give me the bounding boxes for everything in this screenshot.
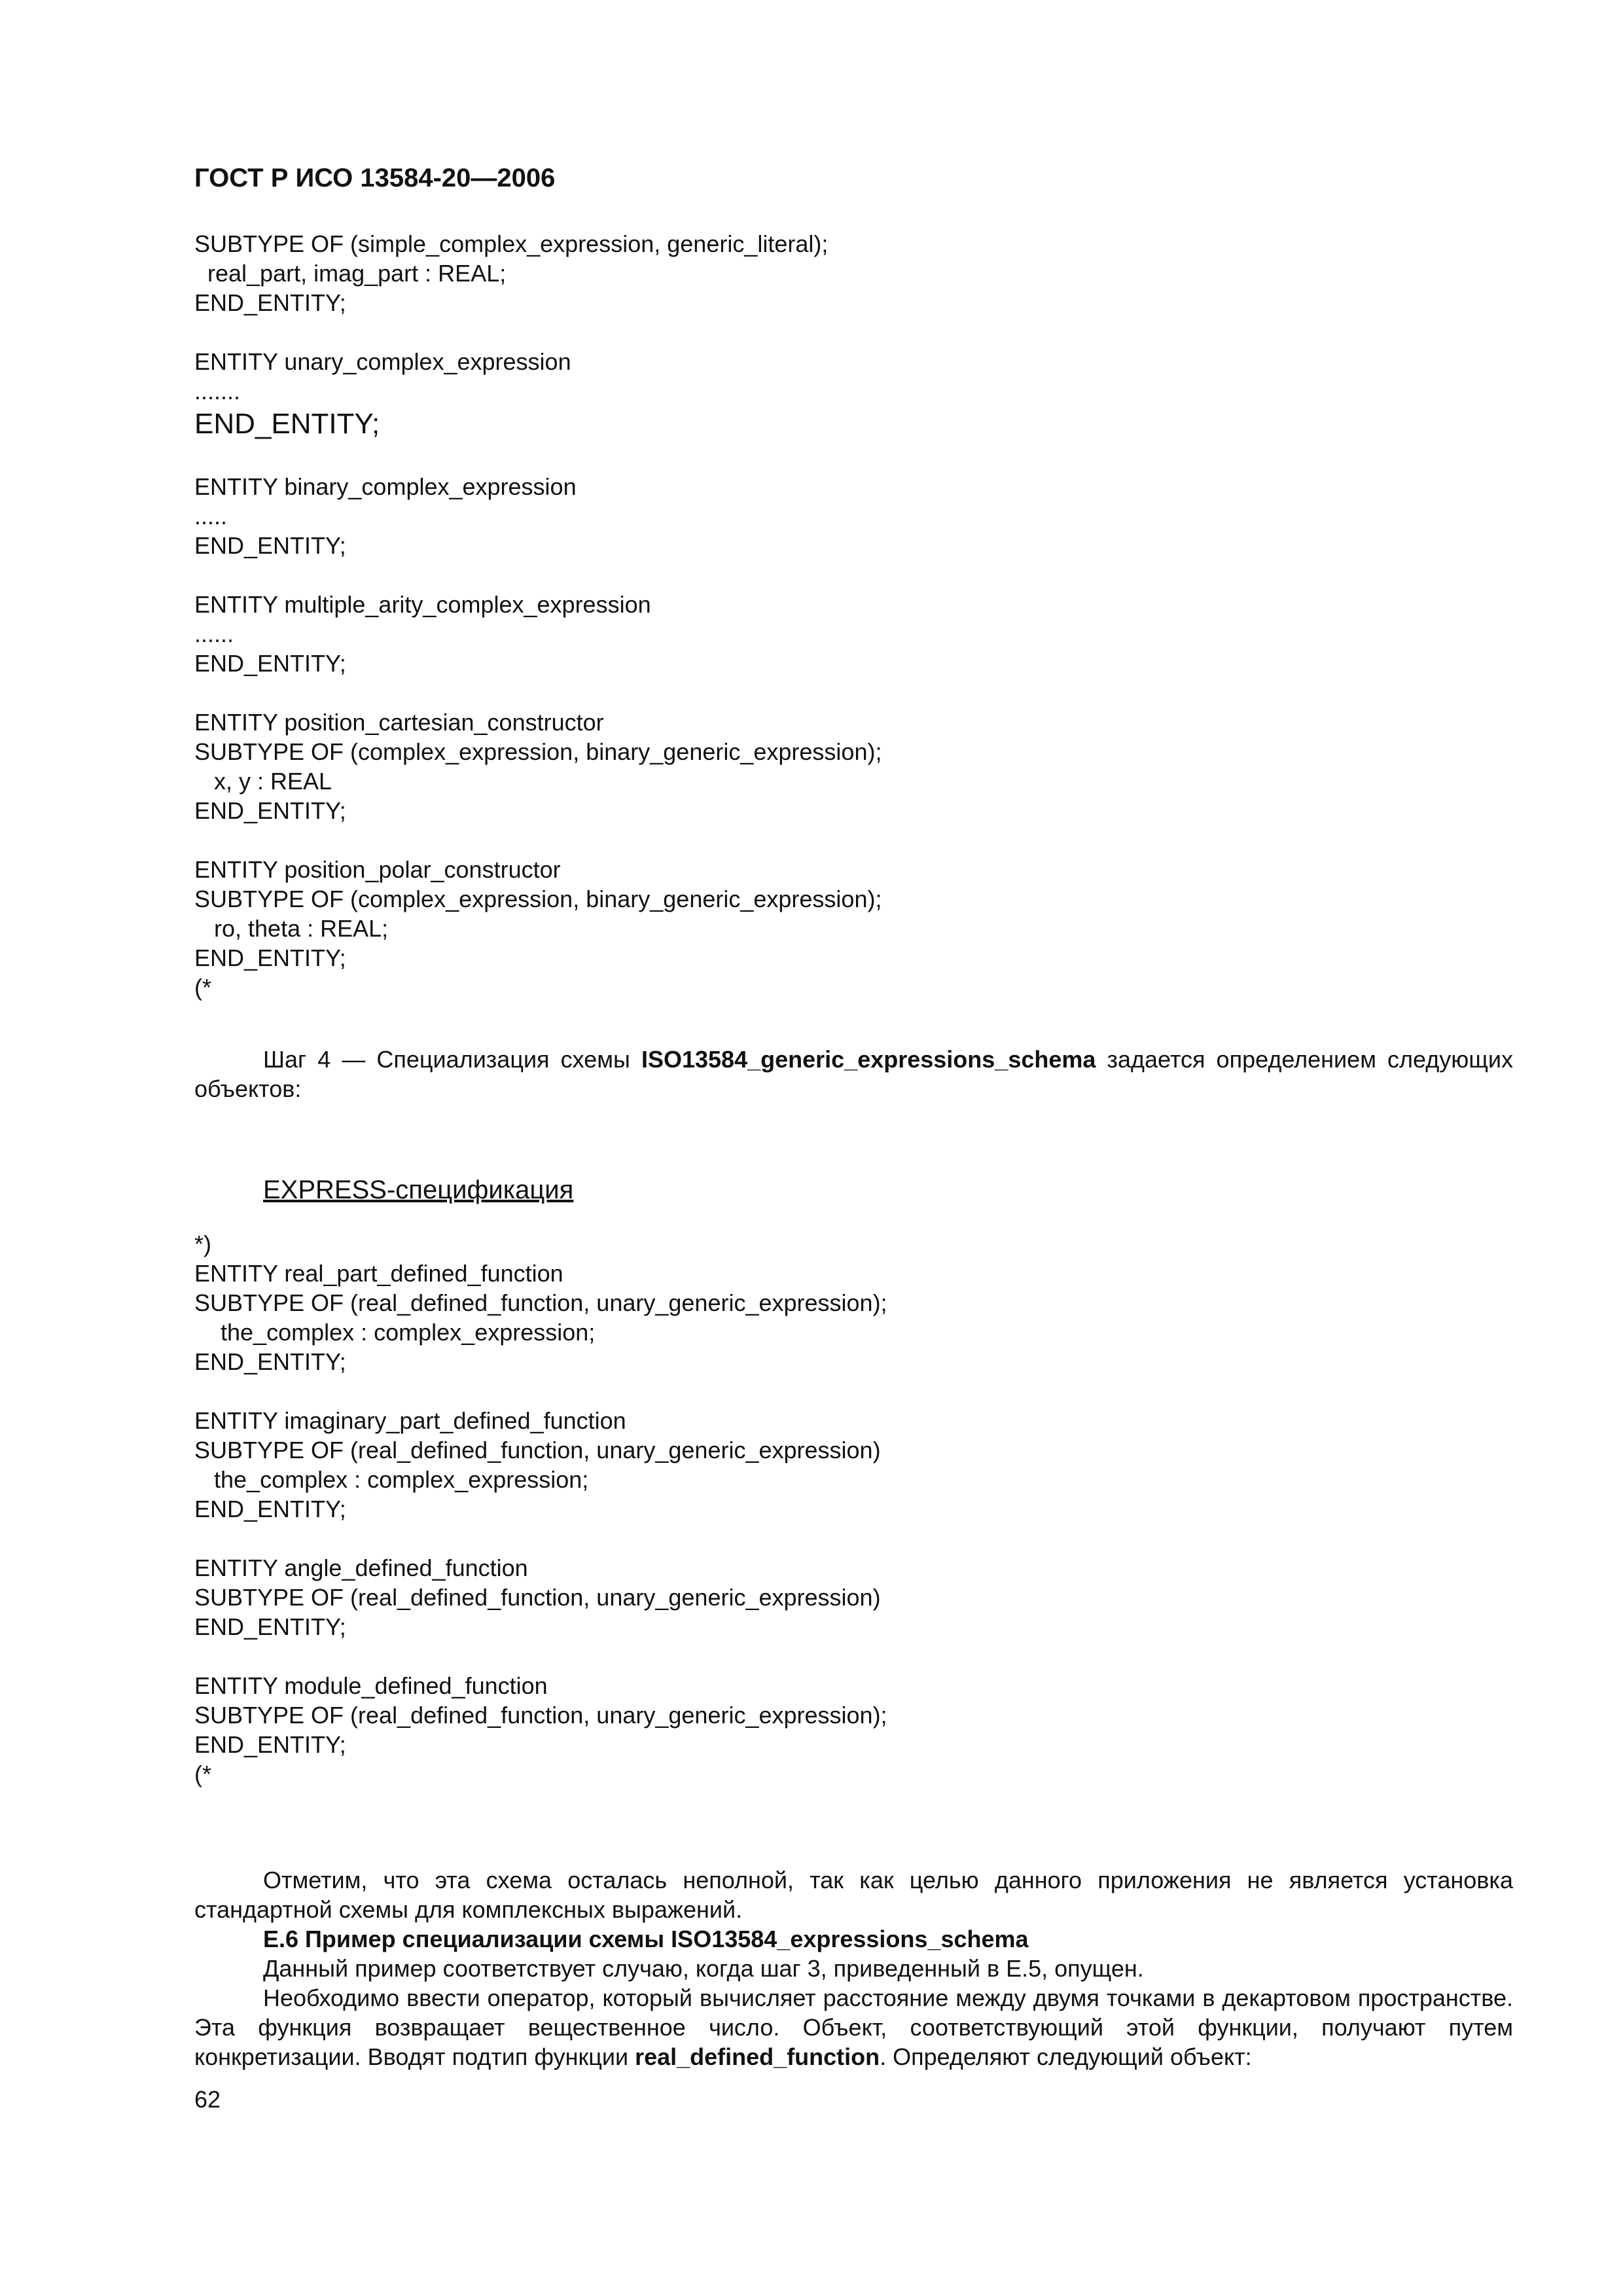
code-line: ENTITY angle_defined_function — [194, 1554, 528, 1581]
code-line — [194, 1641, 887, 1671]
code-line: ENTITY position_polar_constructor — [194, 856, 561, 883]
code-line: ENTITY position_cartesian_constructor — [194, 709, 604, 736]
code-line: ENTITY binary_complex_expression — [194, 473, 577, 500]
code-line: END_ENTITY; — [194, 797, 346, 824]
code-line — [194, 317, 882, 347]
note-paragraph: Отметим, что эта схема осталась неполной, так как целью данного приложения не является установка стандартной схемы для комплексных выражений. — [194, 1867, 1513, 1923]
code-line: ....... — [194, 378, 241, 404]
code-line — [194, 1376, 887, 1406]
e6-text-after: . Определяют следующий объект: — [880, 2043, 1252, 2070]
code-line — [194, 560, 882, 590]
code-line: SUBTYPE OF (complex_expression, binary_generic_expression); — [194, 886, 882, 912]
code-line: SUBTYPE OF (real_defined_function, unary_generic_expression) — [194, 1437, 881, 1463]
express-spec-title: EXPRESS-спецификация — [263, 1175, 574, 1204]
code-line: ro, theta : REAL; — [194, 915, 389, 942]
e6-paragraph-1: Данный пример соответствует случаю, когда шаг 3, приведенный в Е.5, опущен. — [263, 1955, 1144, 1982]
code-line: END_ENTITY; — [194, 1731, 346, 1758]
code-line — [194, 678, 882, 708]
e6-text-before: Необходимо ввести оператор, который вычисляет расстояние между двумя точками в декартовом пространстве. Эта функция возвращает вещественное число. Объект, соответствующий этой функции, получают путем конкретизации. Вводят подтип функции — [194, 1984, 1513, 2070]
code-line: SUBTYPE OF (real_defined_function, unary_generic_expression) — [194, 1584, 881, 1611]
function-name: real_defined_function — [635, 2043, 880, 2070]
express-code-block-2 — [194, 1229, 887, 1789]
express-code-block-1 — [194, 229, 882, 1002]
code-line — [194, 442, 882, 472]
code-line: x, y : REAL — [194, 768, 332, 795]
page-number: 62 — [194, 2086, 221, 2113]
code-line: *) — [194, 1230, 211, 1257]
code-line: ENTITY real_part_defined_function — [194, 1260, 563, 1287]
step4-text-before: Шаг 4 — Специализация схемы — [263, 1046, 641, 1073]
code-line: SUBTYPE OF (real_defined_function, unary_generic_expression); — [194, 1289, 887, 1316]
code-line: END_ENTITY; — [194, 532, 346, 559]
code-line — [194, 1524, 887, 1553]
code-line: ENTITY imaginary_part_defined_function — [194, 1407, 626, 1434]
code-line: (* — [194, 1761, 211, 1787]
schema-name: ISO13584_generic_expressions_schema — [641, 1046, 1096, 1073]
code-line: END_ENTITY; — [194, 1496, 346, 1522]
code-line: END_ENTITY; — [194, 1348, 346, 1375]
code-line: ..... — [194, 503, 228, 529]
code-line: SUBTYPE OF (complex_expression, binary_generic_expression); — [194, 738, 882, 765]
e6-paragraph-2 — [194, 1983, 1513, 2072]
code-line: SUBTYPE OF (simple_complex_expression, generic_literal); — [194, 230, 829, 257]
document-header: ГОСТ Р ИСО 13584-20—2006 — [194, 164, 556, 192]
code-line: END_ENTITY; — [194, 1613, 346, 1640]
code-line: ENTITY unary_complex_expression — [194, 348, 571, 375]
code-line: real_part, imag_part : REAL; — [194, 260, 507, 287]
code-line: END_ENTITY; — [194, 289, 346, 316]
step4-paragraph — [194, 1045, 1513, 1103]
code-line: ENTITY module_defined_function — [194, 1672, 548, 1699]
code-line: the_complex : complex_expression; — [194, 1466, 589, 1493]
code-line — [194, 825, 882, 855]
section-e6-heading: Е.6 Пример специализации схемы ISO13584_expressions_schema — [263, 1926, 1029, 1952]
code-line: ENTITY multiple_arity_complex_expression — [194, 591, 651, 618]
code-line: SUBTYPE OF (real_defined_function, unary_generic_expression); — [194, 1702, 887, 1729]
code-line: END_ENTITY; — [194, 650, 346, 677]
code-line: (* — [194, 974, 211, 1001]
code-line: END_ENTITY; — [194, 944, 346, 971]
code-line: the_complex : complex_expression; — [194, 1319, 596, 1346]
step4-text-after: задается определением следующих объектов: — [194, 1046, 1513, 1102]
code-line: ...... — [194, 620, 234, 647]
code-line: END_ENTITY; — [194, 408, 380, 440]
